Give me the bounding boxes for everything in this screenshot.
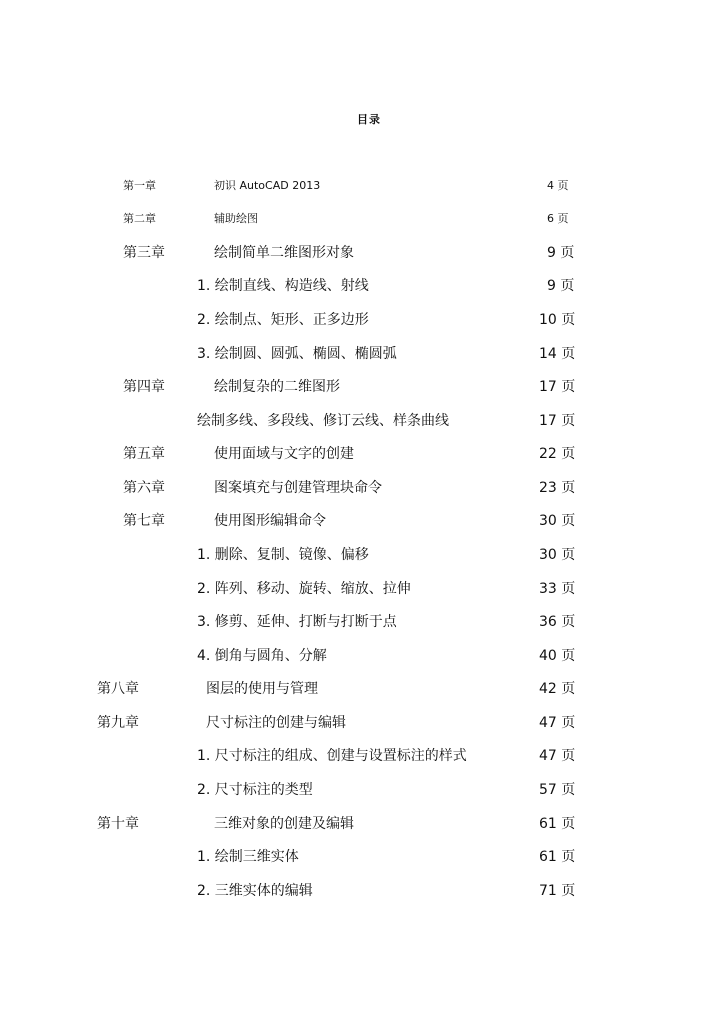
page-number: 71 页: [539, 883, 576, 899]
toc-entry: [0, 442, 724, 466]
page-number: 10 页: [539, 312, 576, 328]
entry-title: 2. 绘制点、矩形、正多边形: [197, 312, 369, 328]
entry-title: 绘制多线、多段线、修订云线、样条曲线: [197, 413, 449, 429]
entry-title: 3. 修剪、延伸、打断与打断于点: [197, 614, 397, 630]
toc-entry: [0, 711, 724, 735]
entry-title: 1. 绘制直线、构造线、射线: [197, 278, 369, 294]
page-number: 47 页: [539, 748, 576, 764]
page-number: 6 页: [547, 212, 569, 225]
page-number: 22 页: [539, 446, 576, 462]
page-number: 30 页: [539, 513, 576, 529]
page-number: 36 页: [539, 614, 576, 630]
toc-entry: [0, 308, 724, 332]
page-number: 33 页: [539, 581, 576, 597]
toc-entry: [0, 845, 724, 869]
page-number: 57 页: [539, 782, 576, 798]
chapter-label: 第二章: [123, 212, 156, 225]
toc-entry: [0, 812, 724, 836]
toc-entry: [0, 610, 724, 634]
entry-title: 使用面域与文字的创建: [214, 446, 354, 462]
toc-entry: [0, 778, 724, 802]
entry-title: 3. 绘制圆、圆弧、椭圆、椭圆弧: [197, 346, 397, 362]
page-number: 17 页: [539, 413, 576, 429]
page-title: 目录: [357, 113, 381, 126]
entry-title: 1. 尺寸标注的组成、创建与设置标注的样式: [197, 748, 467, 764]
toc-entry: [0, 577, 724, 601]
toc-entry: [0, 509, 724, 533]
chapter-label: 第八章: [97, 681, 139, 697]
toc-entry: [0, 274, 724, 298]
page-number: 61 页: [539, 849, 576, 865]
chapter-label: 第七章: [123, 513, 165, 529]
chapter-label: 第九章: [97, 715, 139, 731]
page-number: 23 页: [539, 480, 576, 496]
toc-entry: [0, 241, 724, 265]
entry-title: 4. 倒角与圆角、分解: [197, 648, 327, 664]
page-number: 17 页: [539, 379, 576, 395]
toc-entry: [0, 744, 724, 768]
entry-title: 1. 绘制三维实体: [197, 849, 299, 865]
entry-title: 使用图形编辑命令: [214, 513, 326, 529]
chapter-label: 第一章: [123, 179, 156, 192]
chapter-label: 第四章: [123, 379, 165, 395]
entry-title: 绘制简单二维图形对象: [214, 245, 354, 261]
entry-title: 尺寸标注的创建与编辑: [206, 715, 346, 731]
page-number: 14 页: [539, 346, 576, 362]
entry-title: 2. 三维实体的编辑: [197, 883, 313, 899]
page-number: 9 页: [547, 245, 575, 261]
chapter-label: 第十章: [97, 816, 139, 832]
toc-entry: [0, 879, 724, 903]
entry-title: 绘制复杂的二维图形: [214, 379, 340, 395]
toc-entry: [0, 677, 724, 701]
toc-entry: [0, 174, 724, 198]
toc-entry: [0, 375, 724, 399]
chapter-label: 第六章: [123, 480, 165, 496]
entry-title: 初识 AutoCAD 2013: [214, 179, 321, 192]
page-number: 4 页: [547, 179, 569, 192]
entry-title: 1. 删除、复制、镜像、偏移: [197, 547, 369, 563]
entry-title: 图案填充与创建管理块命令: [214, 480, 382, 496]
entry-title: 2. 尺寸标注的类型: [197, 782, 313, 798]
page-number: 61 页: [539, 816, 576, 832]
chapter-label: 第三章: [123, 245, 165, 261]
entry-title: 辅助绘图: [214, 212, 258, 225]
chapter-label: 第五章: [123, 446, 165, 462]
toc-entry: [0, 543, 724, 567]
entry-title: 2. 阵列、移动、旋转、缩放、拉伸: [197, 581, 411, 597]
toc-entry: [0, 644, 724, 668]
page-number: 9 页: [547, 278, 575, 294]
page-number: 47 页: [539, 715, 576, 731]
page-number: 30 页: [539, 547, 576, 563]
toc-entry: [0, 409, 724, 433]
entry-title: 图层的使用与管理: [206, 681, 318, 697]
toc-entry: [0, 342, 724, 366]
entry-title: 三维对象的创建及编辑: [214, 816, 354, 832]
toc-entry: [0, 207, 724, 231]
toc-entry: [0, 476, 724, 500]
page-number: 42 页: [539, 681, 576, 697]
page-number: 40 页: [539, 648, 576, 664]
